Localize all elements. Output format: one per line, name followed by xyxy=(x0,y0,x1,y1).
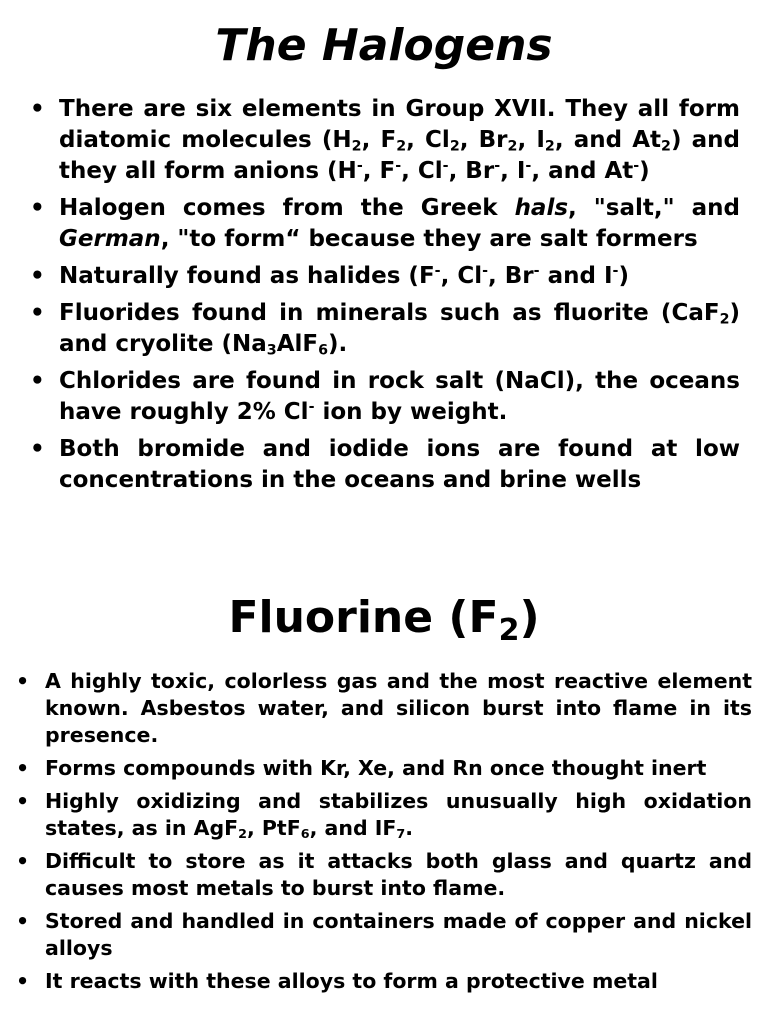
bullet-icon: • xyxy=(16,909,30,933)
bullet-icon: • xyxy=(30,96,45,122)
bullet-icon: • xyxy=(16,756,30,780)
list-item: • Halogen comes from the Greek hals, "salt," and German, "to form“ because they are salt formers xyxy=(30,195,740,252)
bullet-icon: • xyxy=(16,669,30,693)
list-item: • There are six elements in Group XVII. They all form diatomic molecules ($H_2$, $F_2$, $Cl_2$, $Br_2$, $I_2$, and $At_2$) and they all form anions (H-, F-, Cl-, Br-, I-, and At-) xyxy=(30,96,741,184)
bullet-icon: • xyxy=(16,849,30,873)
bullet-icon: • xyxy=(16,789,30,813)
list-item: • Chlorides are found in rock salt (NaCl), the oceans have roughly 2% Cl- ion by weight. xyxy=(30,368,740,425)
list-item: • It reacts with these alloys to form a protective metal xyxy=(16,969,658,993)
list-item: • Highly oxidizing and stabilizes unusually high oxidation states, as in AgF$_2$, PtF$_6$, and $IF_7$. xyxy=(16,789,752,842)
list-item: • Forms compounds with Kr, Xe, and Rn once thought inert xyxy=(16,756,707,780)
bullet-icon: • xyxy=(30,263,45,289)
list-item: • Naturally found as halides (F-, Cl-, Br- and I-) xyxy=(30,261,740,292)
list-item: • Fluorides found in minerals such as fluorite (CaF$_2$) and cryolite $(Na_3AlF_6)$. xyxy=(30,300,740,359)
slide-title: Fluorine $(F_2)$ xyxy=(228,592,540,648)
bullet-icon: • xyxy=(30,368,45,394)
bullet-list xyxy=(16,668,752,1001)
list-item: • A highly toxic, colorless gas and the most reactive element known. Asbestos water, and silicon burst into flame in its presence. xyxy=(16,669,752,747)
list-item: • Stored and handled in containers made of copper and nickel alloys xyxy=(16,909,752,960)
list-item: • Both bromide and iodide ions are found at low concentrations in the oceans and brine wells xyxy=(30,436,740,493)
slide-title: The Halogens xyxy=(215,20,553,71)
bullet-icon: • xyxy=(30,436,45,462)
bullet-list xyxy=(30,94,740,502)
bullet-icon: • xyxy=(30,300,45,326)
bullet-icon: • xyxy=(16,969,30,993)
bullet-icon: • xyxy=(30,195,45,221)
list-item: • Difficult to store as it attacks both glass and quartz and causes most metals to burst into flame. xyxy=(16,849,752,900)
